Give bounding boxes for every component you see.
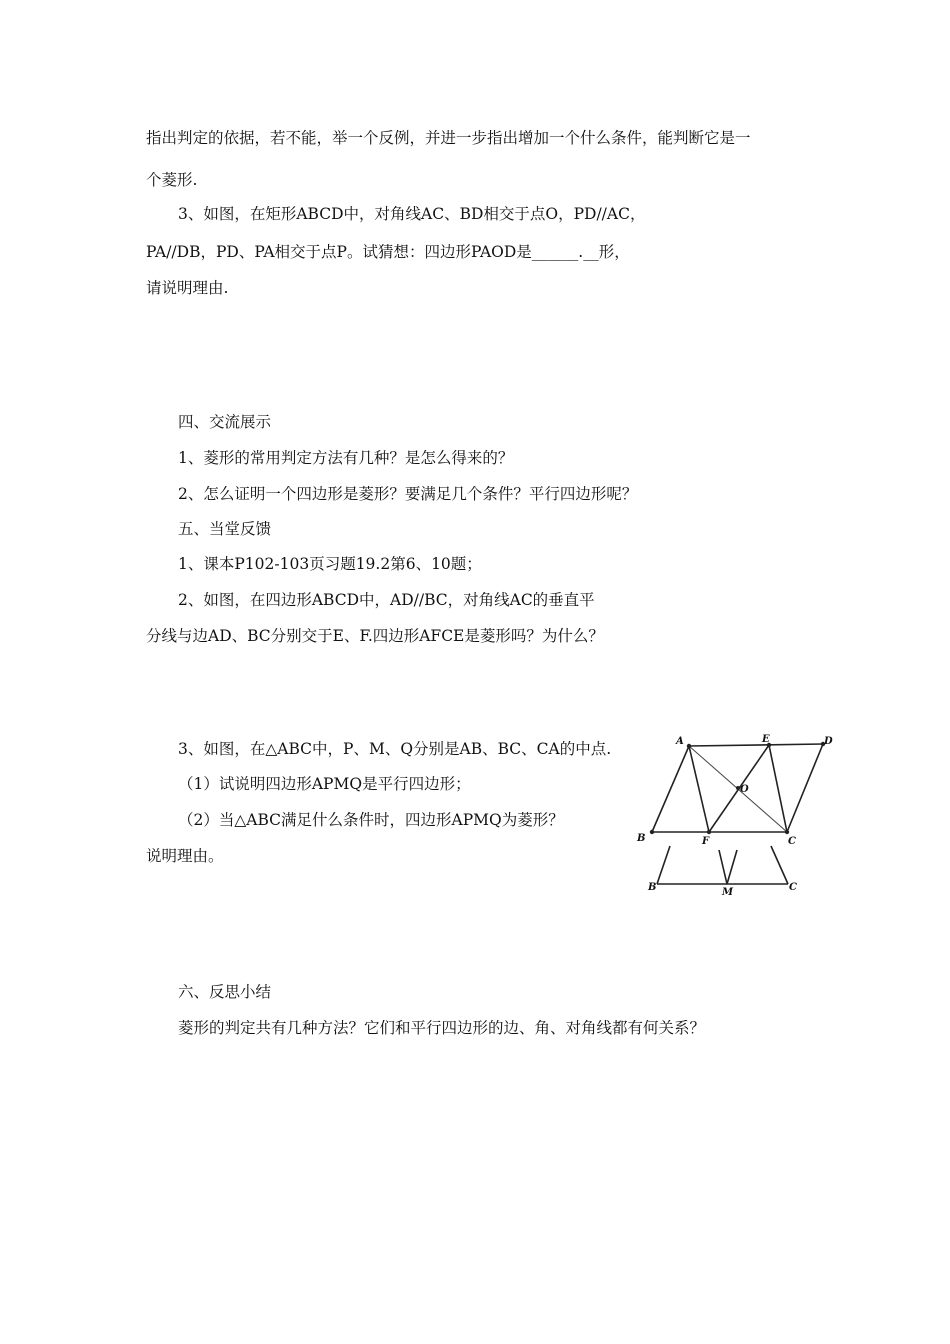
segment-AB xyxy=(652,746,689,832)
feedback-item-3-sub-2: （2）当△ABC满足什么条件时，四边形APMQ为菱形？ xyxy=(178,811,564,829)
feedback-item-3-line-1: 3、如图，在△ABC中，P、M、Q分别是AB、BC、CA的中点. xyxy=(178,740,612,758)
problem-3-line-2: PA//DB，PD、PA相交于点P。试猜想：四边形PAOD是______.__形， xyxy=(146,243,630,261)
segment-DC xyxy=(787,744,823,832)
feedback-item-3-sub-1: （1）试说明四边形APMQ是平行四边形； xyxy=(178,775,471,793)
label-D: D xyxy=(824,736,833,747)
section-heading-feedback: 五、当堂反馈 xyxy=(178,520,272,538)
vertex-dots xyxy=(650,742,825,834)
segment-C-up xyxy=(771,846,788,884)
problem-3-line-1: 3、如图，在矩形ABCD中，对角线AC、BD相交于点O，PD//AC， xyxy=(178,205,646,223)
vertex-C-dot xyxy=(785,830,789,834)
label-B-lower: B xyxy=(648,882,657,893)
section-heading-exchange: 四、交流展示 xyxy=(178,413,272,431)
text-line-1: 指出判定的依据，若不能，举一个反例，并进一步指出增加一个什么条件，能判断它是一 xyxy=(146,129,751,147)
label-A: A xyxy=(676,736,684,747)
label-F: F xyxy=(702,836,710,847)
vertex-B-dot xyxy=(650,830,654,834)
exchange-item-1: 1、菱形的常用判定方法有几种？是怎么得来的？ xyxy=(178,449,514,467)
segment-M-right xyxy=(727,850,737,884)
problem-3-line-3: 请说明理由. xyxy=(146,279,229,297)
vertex-A-dot xyxy=(687,744,691,748)
geometry-figure xyxy=(628,728,848,904)
label-B: B xyxy=(637,833,646,844)
segment-M-left xyxy=(719,850,727,884)
label-E: E xyxy=(762,734,770,745)
label-O: O xyxy=(740,784,749,795)
label-M: M xyxy=(722,887,734,898)
vertex-F-dot xyxy=(707,830,711,834)
triangle-fragment-figure xyxy=(657,846,788,884)
label-C: C xyxy=(788,836,796,847)
feedback-item-2-line-1: 2、如图，在四边形ABCD中，AD//BC，对角线AC的垂直平 xyxy=(178,591,595,609)
feedback-item-3-line-4: 说明理由。 xyxy=(146,847,224,865)
feedback-item-2-line-2: 分线与边AD、BC分别交于E、F.四边形AFCE是菱形吗？为什么？ xyxy=(146,627,604,645)
text-line-2: 个菱形. xyxy=(146,171,198,189)
segment-AD xyxy=(689,744,823,746)
label-C-lower: C xyxy=(789,882,797,893)
reflection-question: 菱形的判定共有几种方法？它们和平行四边形的边、角、对角线都有何关系？ xyxy=(178,1019,706,1037)
segment-B-up xyxy=(657,846,670,884)
section-heading-reflection: 六、反思小结 xyxy=(178,983,272,1001)
segment-AF xyxy=(689,746,709,832)
exchange-item-2: 2、怎么证明一个四边形是菱形？要满足几个条件？平行四边形呢？ xyxy=(178,485,638,503)
feedback-item-1: 1、课本P102-103页习题19.2第6、10题； xyxy=(178,555,482,573)
